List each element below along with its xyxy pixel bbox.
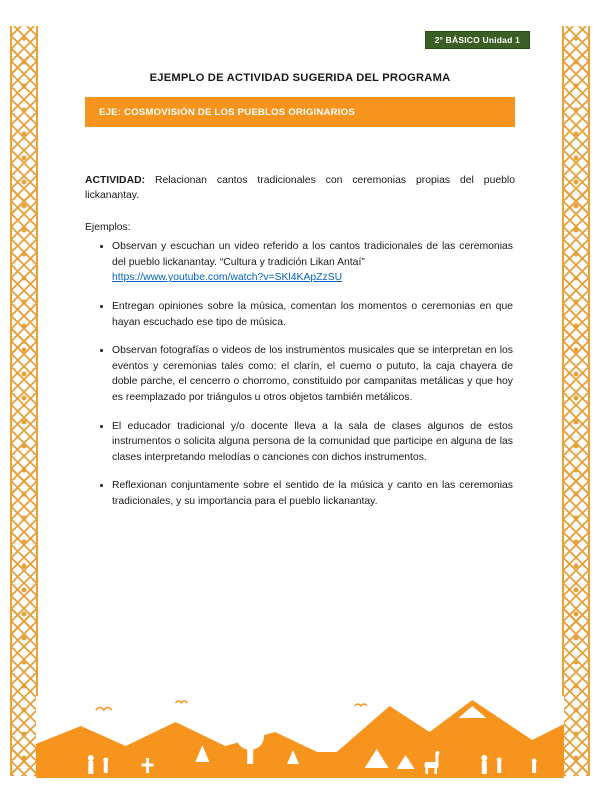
list-item — [112, 478, 515, 509]
list-item-text: Reflexionan conjuntamente sobre el sentido de la música y canto en las ceremonias tradicionales, y su importancia para el pueblo lickanantay. — [112, 480, 513, 508]
examples-list — [85, 239, 515, 510]
unit-badge: 2° BÁSICO Unidad 1 — [425, 31, 530, 49]
list-item — [112, 419, 515, 466]
list-item-text: Observan fotografías o videos de los instrumentos musicales que se interpretan en los eventos y ceremonias tales como: el clarín, el cuerno o pututo, la caja chayera de doble parche, el cencerro o chorromo, constituido por campanitas metálicas y que hoy es reemplazado por triángulos u otros objetos también metálicos. — [112, 345, 513, 404]
decorative-border-left — [10, 26, 38, 776]
youtube-link[interactable]: https://www.youtube.com/watch?v=SKl4KApZzSU — [112, 272, 343, 284]
content-area — [85, 72, 515, 523]
examples-label: Ejemplos: — [85, 222, 131, 234]
landscape-svg — [36, 696, 564, 778]
decorative-border-right — [562, 26, 590, 776]
footer-landscape-illustration — [36, 696, 564, 778]
list-item-text: Entregan opiniones sobre la música, comentan los momentos o ceremonias en que hayan escuchado ese tipo de música. — [112, 300, 513, 328]
activity-label: ACTIVIDAD: — [85, 175, 146, 186]
activity-paragraph — [85, 173, 515, 203]
list-item — [112, 299, 515, 330]
list-item-text: El educador tradicional y/o docente lleva a la sala de clases algunos de estos instrumentos o solicita alguna persona de la comunidad que participe en alguna de las clases interpretando melodías o canciones con dichos instrumentos. — [112, 420, 513, 463]
list-item — [112, 343, 515, 405]
list-item-text: Observan y escuchan un video referido a los cantos tradicionales de las ceremonias del pueblo lickanantay. “Cultura y tradición Likan Antaí” — [112, 241, 513, 268]
list-item — [112, 239, 515, 286]
page-title: EJEMPLO DE ACTIVIDAD SUGERIDA DEL PROGRAMA — [149, 72, 451, 84]
eje-banner: EJE: COSMOVISIÓN DE LOS PUEBLOS ORIGINARIOS — [85, 97, 515, 127]
activity-description: Relacionan cantos tradicionales con ceremonias propias del pueblo lickanantay. — [85, 175, 515, 202]
